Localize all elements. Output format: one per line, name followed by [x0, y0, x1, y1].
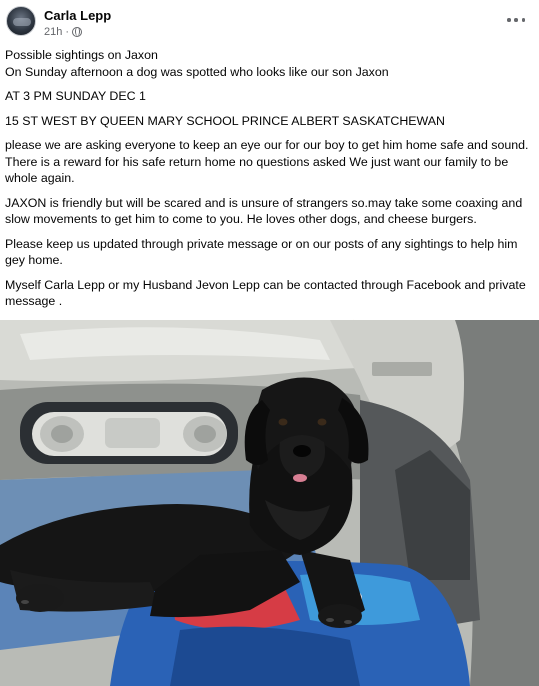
post-text — [5, 47, 535, 342]
time-line: AT 3 PM SUNDAY DEC 1 — [5, 89, 146, 103]
contact-paragraph: Myself Carla Lepp or my Husband Jevon Lepp can be contacted through Facebook and private message . — [5, 277, 526, 308]
post-header — [0, 0, 539, 44]
more-options-icon[interactable] — [507, 12, 525, 28]
post-photo[interactable] — [0, 320, 539, 686]
plea-paragraph: please we are asking everyone to keep an eye our for our boy to get him home safe and sound. There is a reward for his safe return home no questions asked We just want our family to be whole again. — [5, 138, 529, 185]
post-meta — [44, 26, 82, 38]
text-line: Possible sightings on Jaxon — [5, 48, 158, 62]
location-line: 15 ST WEST BY QUEEN MARY SCHOOL PRINCE ALBERT SASKATCHEWAN — [5, 113, 445, 128]
author-name[interactable]: Carla Lepp — [44, 8, 112, 23]
avatar[interactable] — [6, 6, 36, 36]
globe-icon — [72, 27, 82, 37]
timestamp[interactable]: 21h — [44, 26, 63, 38]
text-line: On Sunday afternoon a dog was spotted who looks like our son Jaxon — [5, 64, 389, 79]
dog-photo — [0, 320, 539, 686]
meta-separator: · — [65, 26, 70, 38]
description-paragraph: JAXON is friendly but will be scared and is unsure of strangers so.may take some coaxing and slow movements to get him to come to you. He loves other dogs, and cheese burgers. — [5, 195, 523, 226]
updates-paragraph: Please keep us updated through private message or on our posts of any sightings to help him gey home. — [5, 236, 518, 267]
